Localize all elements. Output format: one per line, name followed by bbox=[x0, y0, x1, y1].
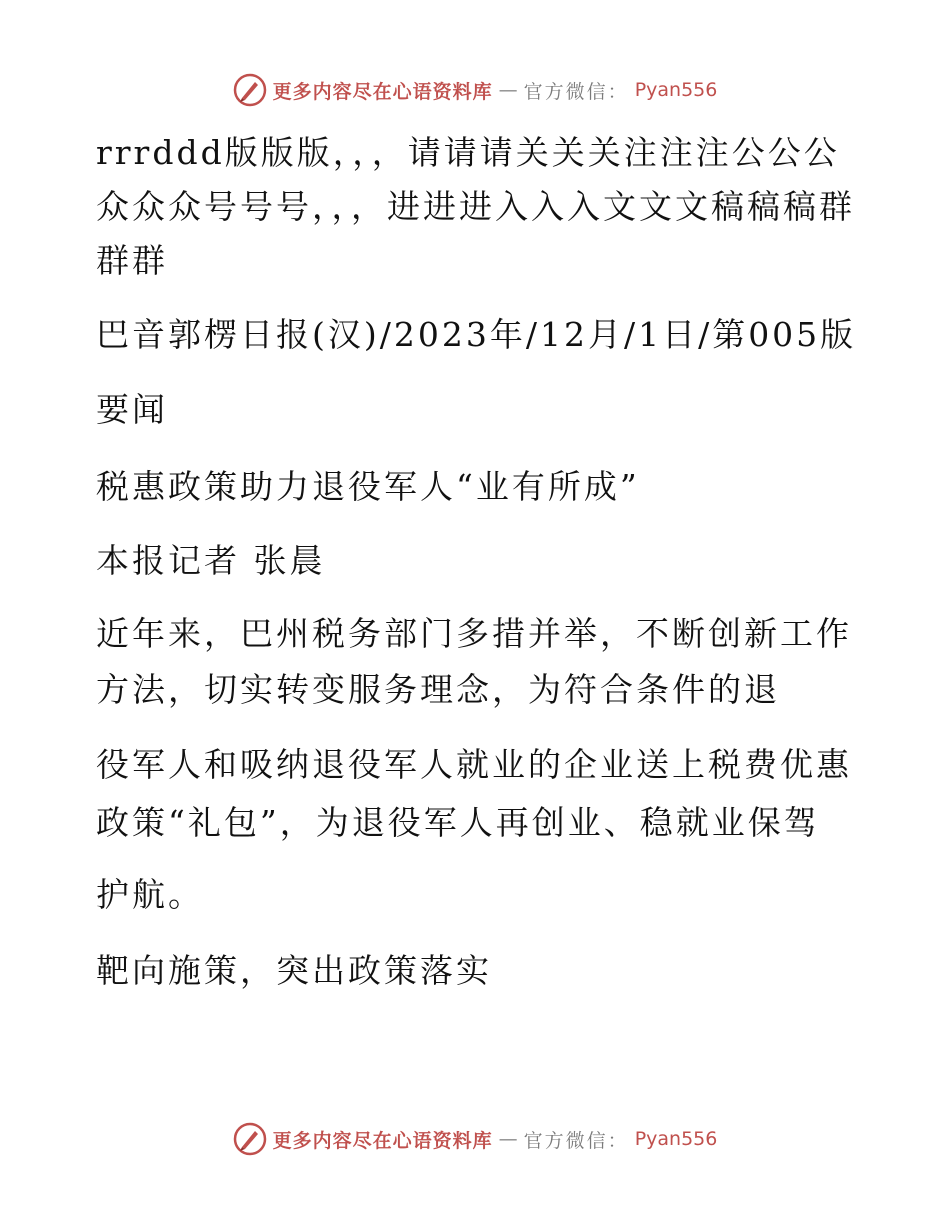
banner-dash: — bbox=[498, 79, 518, 101]
article-title: 税惠政策助力退役军人“业有所成” bbox=[96, 467, 640, 506]
text-line-2: 众众众号号号，，，进进进入入入文文文稿稿稿群 bbox=[96, 187, 855, 226]
paragraph-1-line-2: 方法，切实转变服务理念，为符合条件的退 bbox=[96, 670, 780, 709]
paragraph-3-line-1: 护航。 bbox=[96, 875, 204, 914]
text-line-3: 群群 bbox=[96, 241, 168, 280]
banner-dash: — bbox=[498, 1128, 518, 1150]
byline: 本报记者 张晨 bbox=[96, 541, 326, 580]
section-name: 要闻 bbox=[96, 390, 168, 429]
banner-main-text: 更多内容尽在心语资料库 bbox=[272, 80, 493, 103]
publication-line: 巴音郭楞日报(汉)/2023年/12月/1日/第005版 bbox=[96, 315, 857, 354]
banner-wechat-id: Pyan556 bbox=[634, 1128, 718, 1150]
quill-pen-logo-icon bbox=[233, 73, 267, 107]
banner-wechat-id: Pyan556 bbox=[634, 79, 718, 101]
paragraph-2-line-1: 役军人和吸纳退役军人就业的企业送上税费优惠 bbox=[96, 745, 852, 784]
paragraph-2-line-2: 政策“礼包”，为退役军人再创业、稳就业保驾 bbox=[96, 803, 820, 842]
banner-wechat-label: 官方微信： bbox=[523, 80, 629, 103]
text-line-1: rrrddd版版版，，，请请请关关关注注注公公公 bbox=[96, 133, 840, 172]
footer-watermark-banner bbox=[0, 1119, 950, 1159]
quill-pen-logo-icon bbox=[233, 1122, 267, 1156]
header-watermark-banner bbox=[0, 70, 950, 110]
paragraph-1-line-1: 近年来，巴州税务部门多措并举，不断创新工作 bbox=[96, 614, 852, 653]
banner-main-text: 更多内容尽在心语资料库 bbox=[272, 1129, 493, 1152]
subheading: 靶向施策，突出政策落实 bbox=[96, 951, 492, 990]
banner-wechat-label: 官方微信： bbox=[523, 1129, 629, 1152]
